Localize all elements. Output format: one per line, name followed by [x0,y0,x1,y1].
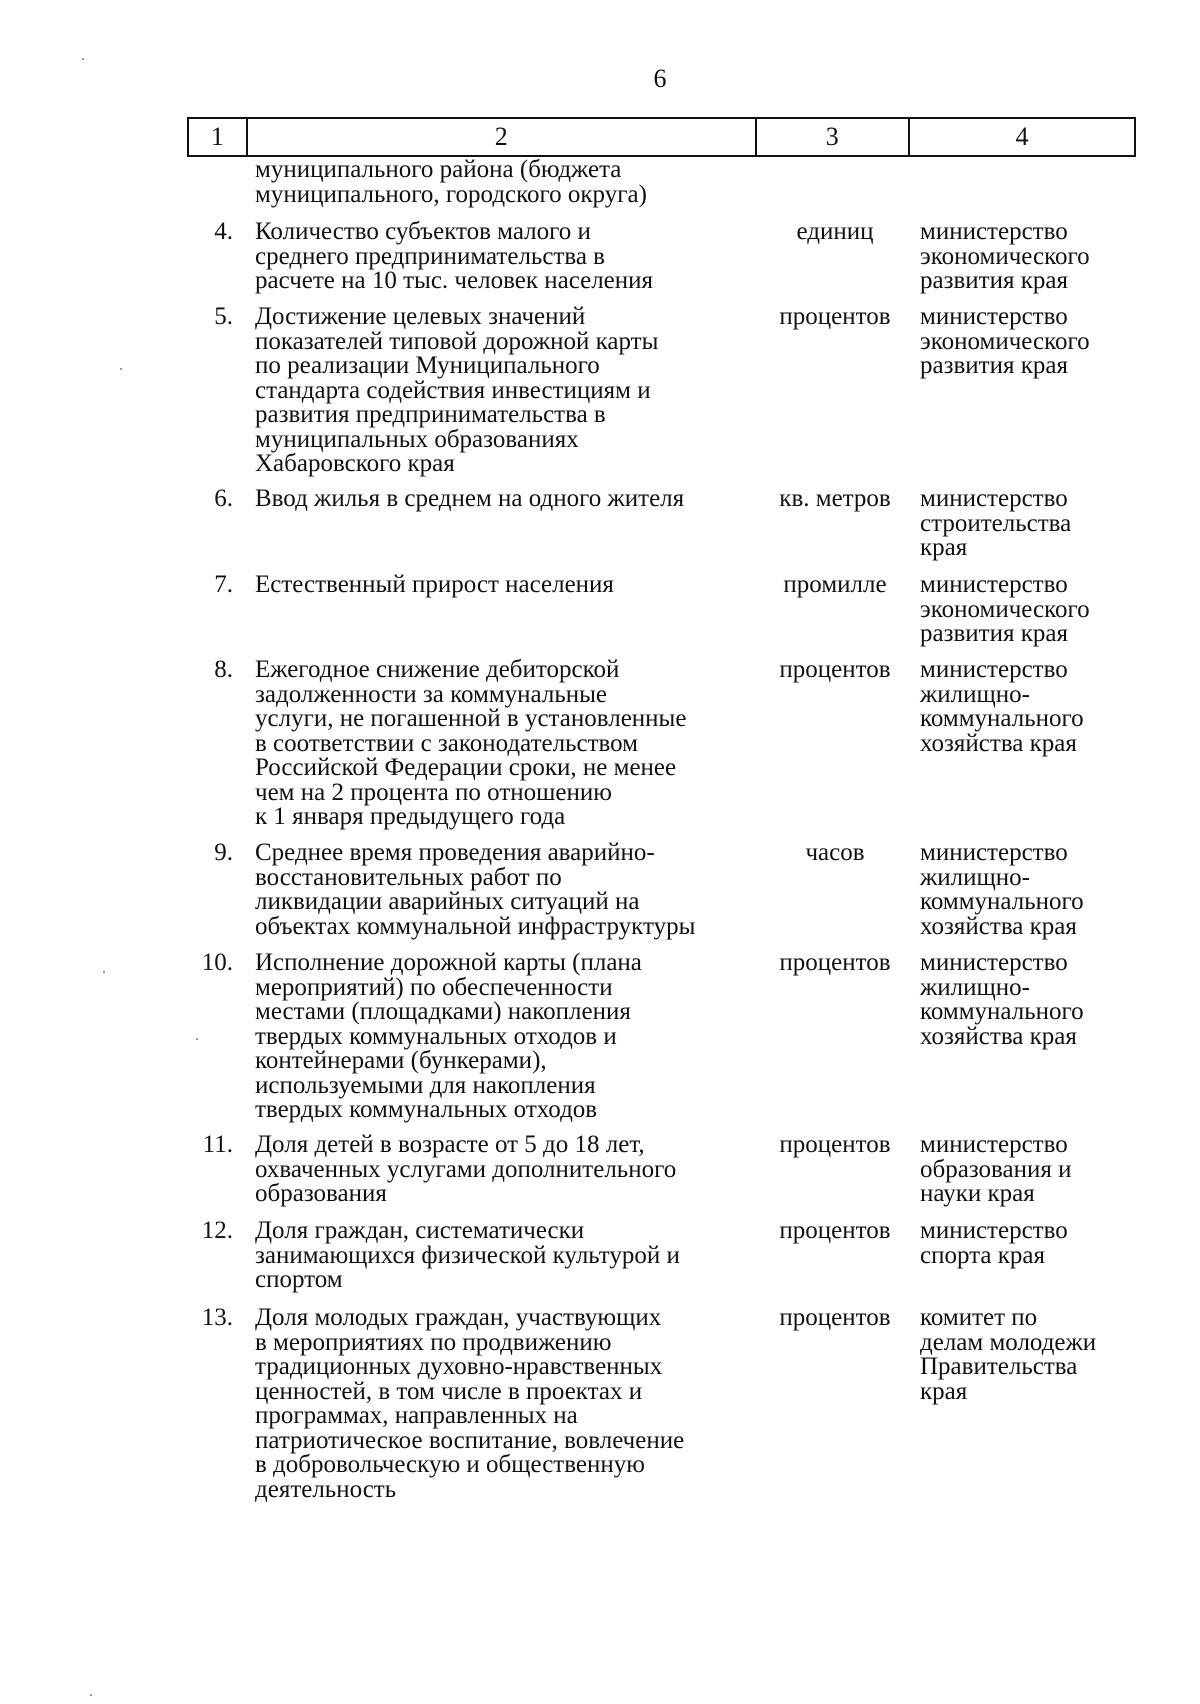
indicator-text: Исполнение дорожной карты (плана мероприятий) по обеспеченности местами (площадками) накопления твердых коммунальных отходов и контейнерами (бункерами), используемыми для накопления твердых коммунальных отходов [255,949,642,1123]
indicator-text: Достижение целевых значений показателей типовой дорожной карты по реализации Муниципального стандарта содействия инвестициям и развития предпринимательства в муниципальных образованиях Хабаровского края [255,303,659,477]
indicator-text: Количество субъектов малого и среднего предпринимательства в расчете на 10 тыс. человек населения [255,218,654,294]
row-number: 9. [214,839,233,866]
row-number: 6. [214,485,233,512]
row-number: 11. [202,1131,233,1158]
row-number: 13. [201,1304,233,1331]
page-number: 6 [653,64,667,93]
row-number: 10. [201,949,233,976]
scan-speck [120,368,122,370]
responsible-org: министерство жилищно- коммунального хозяйства края [920,656,1084,757]
responsible-org: министерство экономического развития края [920,218,1090,294]
row-number: 4. [214,218,233,245]
indicator-text: Доля детей в возрасте от 5 до 18 лет, охваченных услугами дополнительного образования [255,1131,677,1207]
unit-cell: кв. метров [779,485,891,512]
row-number: 7. [214,571,233,598]
header-column-3: 3 [757,119,910,155]
indicator-text: Естественный прирост населения [255,571,614,598]
table-header [187,117,1136,157]
scan-speck [90,1694,92,1696]
indicator-text: Доля граждан, систематически занимающихся физической культурой и спортом [255,1217,680,1293]
indicator-text: Ввод жилья в среднем на одного жителя [255,485,685,512]
scan-speck [103,971,105,973]
unit-cell: часов [805,839,865,866]
scan-speck [82,58,84,60]
scan-speck [196,1038,198,1040]
row-number: 12. [201,1217,233,1244]
continuation-text: муниципального района (бюджета муниципального, городского округа) [255,156,647,208]
unit-cell: процентов [779,656,891,683]
responsible-org: министерство образования и науки края [920,1131,1072,1207]
row-number: 5. [214,303,233,330]
responsible-org: министерство спорта края [920,1217,1068,1269]
header-column-1: 1 [189,119,248,155]
unit-cell: промилле [783,571,887,598]
unit-cell: процентов [779,949,891,976]
header-column-2: 2 [248,119,757,155]
unit-cell: процентов [779,1217,891,1244]
responsible-org: министерство жилищно- коммунального хозяйства края [920,839,1084,940]
responsible-org: министерство экономического развития края [920,571,1090,647]
row-number: 8. [214,656,233,683]
responsible-org: министерство жилищно- коммунального хозяйства края [920,949,1084,1050]
header-column-4: 4 [1015,122,1029,151]
responsible-org: министерство строительства края [920,485,1072,561]
responsible-org: министерство экономического развития края [920,303,1090,379]
indicator-text: Среднее время проведения аварийно- восстановительных работ по ликвидации аварийных ситуаций на объектах коммунальной инфраструктуры [255,839,696,940]
responsible-org: комитет по делам молодежи Правительства края [920,1304,1097,1405]
indicator-text: Доля молодых граждан, участвующих в мероприятиях по продвижению традиционных духовно-нравственных ценностей, в том числе в проектах и программах, направленных на патриотическое воспитание, вовлечение в добровольческую и общественную деятельность [255,1304,685,1503]
unit-cell: процентов [779,1131,891,1158]
unit-cell: процентов [779,1304,891,1331]
unit-cell: процентов [779,303,891,330]
indicator-text: Ежегодное снижение дебиторской задолженности за коммунальные услуги, не погашенной в установленные в соответствии с законодательством Российской Федерации сроки, не менее чем на 2 процента по отношению к 1 января предыдущего года [255,656,687,830]
unit-cell: единиц [796,218,874,245]
